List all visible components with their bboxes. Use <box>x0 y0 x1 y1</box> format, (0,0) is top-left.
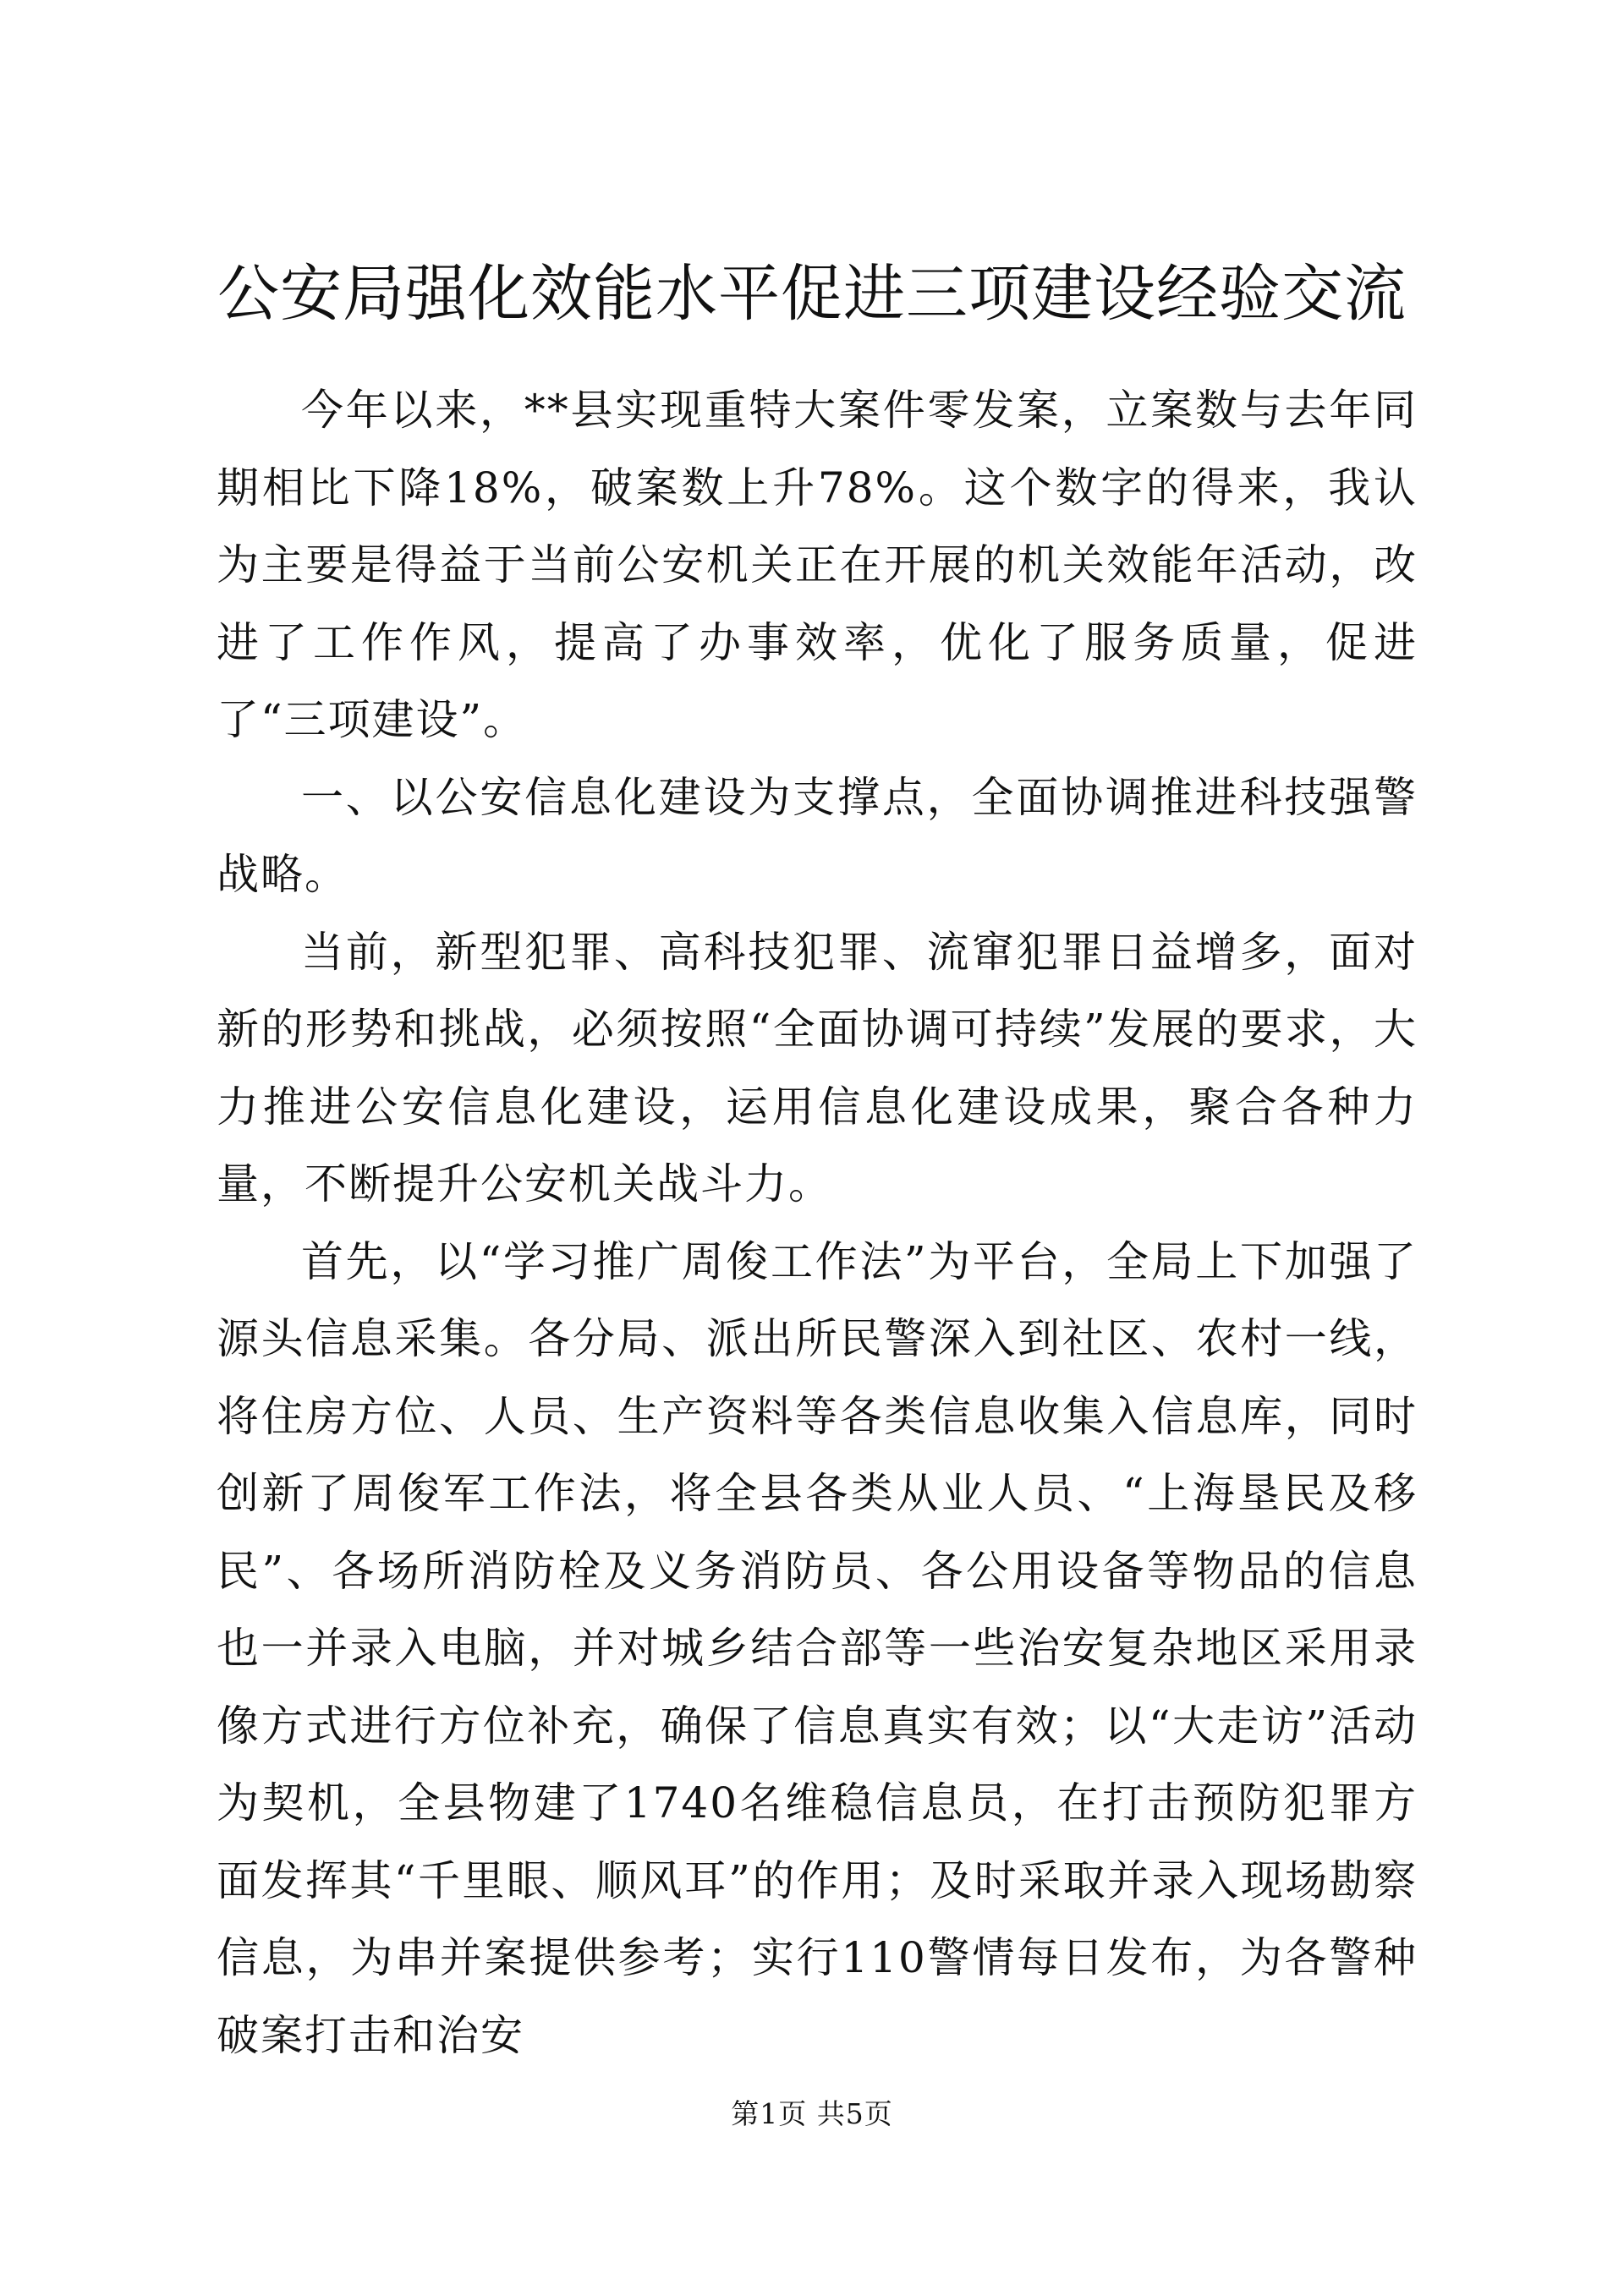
page-number-footer: 第1页 共5页 <box>731 2097 893 2130</box>
paragraph-section-heading: 一、以公安信息化建设为支撑点，全面协调推进科技强警战略。 <box>217 772 1418 899</box>
document-body <box>217 372 1418 2074</box>
paragraph-first-measure: 首先，以“学习推广周俊工作法”为平台，全局上下加强了源头信息采集。各分局、派出所民警深入到社区、农村一线，将住房方位、人员、生产资料等各类信息收集入信息库，同时创新了周俊军工作法，将全县各类从业人员、“上海垦民及移民”、各场所消防栓及义务消防员、各公用设备等物品的信息也一并录入电脑，并对城乡结合部等一些治安复杂地区采用录像方式进行方位补充，确保了信息真实有效；以“大走访”活动为契机，全县物建了1740名维稳信息员，在打击预防犯罪方面发挥其“千里眼、顺风耳”的作用；及时采取并录入现场勘察信息，为串并案提供参考；实行110警情每日发布，为各警种破案打击和治安 <box>217 1236 1418 2060</box>
paragraph-current-situation: 当前，新型犯罪、高科技犯罪、流窜犯罪日益增多，面对新的形势和挑战，必须按照“全面协调可持续”发展的要求，大力推进公安信息化建设，运用信息化建设成果，聚合各种力量，不断提升公安机关战斗力。 <box>217 927 1418 1208</box>
paragraph-intro: 今年以来，**县实现重特大案件零发案，立案数与去年同期相比下降18%，破案数上升78%。这个数字的得来，我认为主要是得益于当前公安机关正在开展的机关效能年活动，改进了工作作风，提高了办事效率，优化了服务质量，促进了“三项建设”。 <box>217 386 1418 744</box>
document-title: 公安局强化效能水平促进三项建设经验交流 <box>217 258 1407 330</box>
